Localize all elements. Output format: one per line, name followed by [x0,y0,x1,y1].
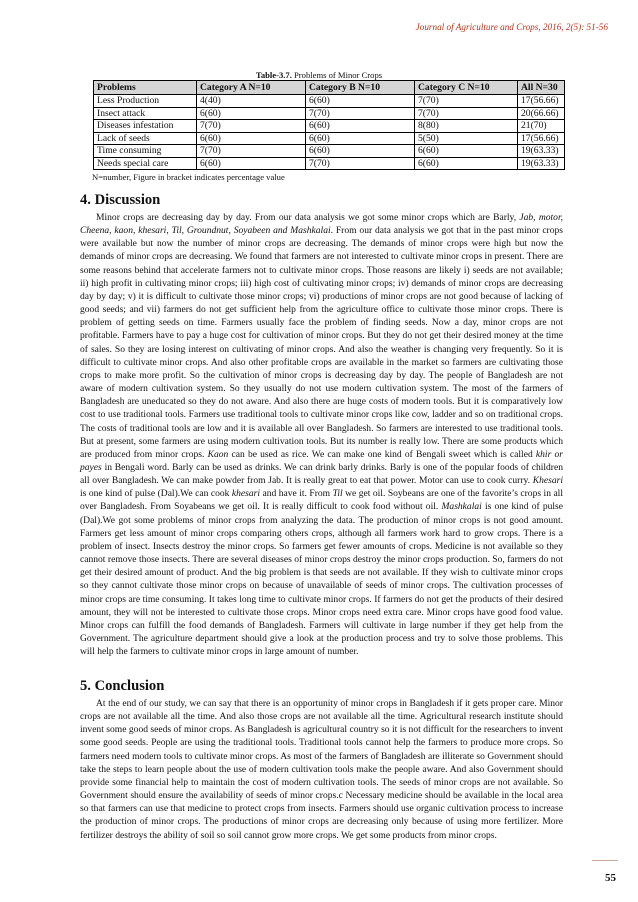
table-cell: 6(60) [306,120,415,133]
table-cell: 6(60) [197,132,306,145]
table-cell: 7(70) [197,120,306,133]
table-cell: 19(63.33) [518,157,565,170]
italic-term: Khesari [532,475,563,487]
table-footnote: N=number, Figure in bracket indicates percentage value [92,172,285,182]
table-cell: Diseases infestation [94,120,197,133]
table-cell: 17(56.66) [518,95,565,108]
table-cell: Less Production [94,95,197,108]
journal-running-head: Journal of Agriculture and Crops, 2016, 2(5): 51-56 [415,22,608,32]
table-header-row [94,81,565,95]
table-caption-label: Table-3.7. [255,70,292,80]
italic-term: khesari [231,488,260,500]
table-cell: 17(56.66) [518,132,565,145]
italic-term: Til [332,488,343,500]
table-cell: 6(60) [197,157,306,170]
table-cell: 7(70) [197,145,306,158]
table-cell: 7(70) [415,107,518,120]
table-cell: 6(60) [415,145,518,158]
table-header-cell: All N=30 [518,81,565,95]
page-number: 55 [605,872,616,884]
table-caption [0,70,638,80]
conclusion-paragraph [80,697,563,842]
table-cell: Time consuming [94,145,197,158]
table-cell: 8(80) [415,120,518,133]
table-row [94,95,565,108]
text-run: can be used as rice. We can make one kind of Bengali sweet which is called [228,448,536,460]
table-cell: 4(40) [197,95,306,108]
table-header-cell: Problems [94,81,197,95]
table-cell: 6(60) [306,95,415,108]
table-cell: 5(50) [415,132,518,145]
text-run: we get oil. Soybeans are one of the favorite’s crops in all over Bangladesh. From Soyabeans we get oil. It is really difficult to cook food without oil. [80,488,563,513]
table-header-cell: Category C N=10 [415,81,518,95]
table-header-cell: Category B N=10 [306,81,415,95]
text-run: and have it. From [259,488,333,500]
table-header-cell: Category A N=10 [197,81,306,95]
table-cell: 21(70) [518,120,565,133]
discussion-heading: 4. Discussion [80,192,161,208]
table-cell: 6(60) [415,157,518,170]
table-row [94,120,565,133]
table-cell: 19(63.33) [518,145,565,158]
table-cell: Lack of seeds [94,132,197,145]
table-row [94,145,565,158]
table-cell: 7(70) [306,107,415,120]
text-run: in Bengali word. Barly can be used as drinks. We can drink barly drinks. Barly is one of the popular foods of children all over Bangladesh. We can make powder from Jab. It is really great to eat that power. Motor can use to cook curry. [80,461,563,487]
table-row [94,132,565,145]
italic-term: Jab, motor, Cheena, kaon, khesari, Til, Groundnut, Soyabeen and Mashkalai [80,212,563,237]
italic-term: Mashkalai [441,501,482,513]
italic-term: Kaon [207,448,229,460]
table-cell: 6(60) [306,145,415,158]
table-cell: 6(60) [306,132,415,145]
table-cell: 7(70) [415,95,518,108]
table-cell: 6(60) [197,107,306,120]
text-run: . From our data analysis we got that in the past minor crops were available but now the number of minor crops are decreasing. The demands of minor crops were high but now the demands of minor crops are decreasing. We found that farmers are not interested to cultivate minor crops in present. There are some reasons behind that accelerate farmers not to cultivate minor crops. Those reasons are likely i) seeds are not available; ii) high profit in cultivating minor crops; iii) high cost of cultivating minor crops; iv) demands of minor crops are decreasing day by day; v) it is difficult to cultivate those minor crops; vi) productions of minor crops are not good because of lacking of good seeds; and vii) farmers do not get sufficient help from the agriculture office to cultivate those minor crops. There is problem of getting seeds on time. Farmers usually face the problem of finding seeds. Now a day, minor crops are not profitable. Farmers have to pay a huge cost for cultivation of minor crops. But they do not get their desired money at the time of sales. So they are losing interest on cultivating of minor crops. And also the weather is changing very frequently. So it is difficult to cultivate minor crops. And also other profitable crops are available in the market so farmers are cultivating those crops to make more profit. So the cultivation of minor crops is decreasing day by day. The people of Bangladesh are not aware of modern cultivation system. So they usually do not use modern cultivation system. The most of the farmers of Bangladesh are uneducated so they do not aware. And also there are huge costs of modern tools. But it is comparatively low cost to use traditional tools. Farmers use traditional tools to cultivate minor crops like cow, ladder and so on traditional crops. The costs of traditional tools are low and it is available all over Bangladesh. So farmers are interested to use traditional tools. But at present, some farmers are using modern cultivation tools. But its number is really low. There are some products which are produced from minor crops. [80,225,563,460]
table-cell: 7(70) [306,157,415,170]
table-cell: Needs special care [94,157,197,170]
conclusion-heading: 5. Conclusion [80,678,165,694]
table-row [94,157,565,170]
italic-term: khir or payes [80,448,563,473]
table-caption-text: Problems of Minor Crops [294,70,383,80]
text-run: At the end of our study, we can say that there is an opportunity of minor crops in Bangladesh if it gets proper care. Minor crops are not available all the time. And also those crops are not available all the time. Agricultural research institute should invent some good seeds of minor crops. As Bangladesh is agricultural country so it is not difficult for the researchers to invent some good seeds. People are using the traditional tools. Traditional tools cannot help the farmers to produce more crops. So farmers need modern tools to cultivate minor crops. As most of the farmers of Bangladesh are illiterate so Government should take the steps to learn people about the use of modern cultivation tools make the people aware. And also Government should provide some financial help to maintain the cost of modern cultivation tools. The seeds of minor crops are not available. So Government should ensure the availability of seeds of minor crops.c Necessary medicine should be available in the local area so that farmers can use that medicine to protect crops from insects. Farmers should use organic cultivation process to increase the production of minor crops. The productions of minor crops are decreasing only because of using more fertilizer. More fertilizer destroys the ability of soil so soil cannot grow more crops. We get some products from minor crops. [80,698,563,841]
minor-crops-problems-table [93,80,565,170]
table-cell: 20(66.66) [518,107,565,120]
footer-divider [592,860,618,861]
text-run: is one kind of pulse (Dal).We got some problems of minor crops from analyzing the data. The production of minor crops is not good amount. Farmers get less amount of minor crops comparing others crops, although all farmers work hard to grow crops. There is a problem of insect. Insects destroy the minor crops. So farmers get fewer amounts of crops. Medicine is not available so they cannot remove those insects. There are several diseases of minor crops destroy the minor crops production. So, farmers do not get their desired amount of product. And the big problem is that seeds are not available. If they wish to cultivate minor crops so they cannot cultivate those minor crops on because of unavailable of seeds of minor crops. The cultivation processes of minor crops are time consuming. It takes long time to cultivate minor crops. If farmers do not get the products of their desired amount, they will not be interested to cultivate those crops. Minor crops need extra care. Minor crops have good food value. Minor crops can fulfill the food demands of Bangladesh. Farmers will cultivate in large number if they get help from the Government. The agriculture department should give a look at the production process and try to solve those problems. This will help the farmers to cultivate minor crops in large amount of number. [80,501,563,658]
discussion-paragraph [80,211,563,658]
text-run: is one kind of pulse (Dal).We can cook [80,488,232,500]
table-row [94,107,565,120]
table-cell: Insect attack [94,107,197,120]
text-run: Minor crops are decreasing day by day. From our data analysis we got some minor crops which are Barly, [96,212,520,223]
